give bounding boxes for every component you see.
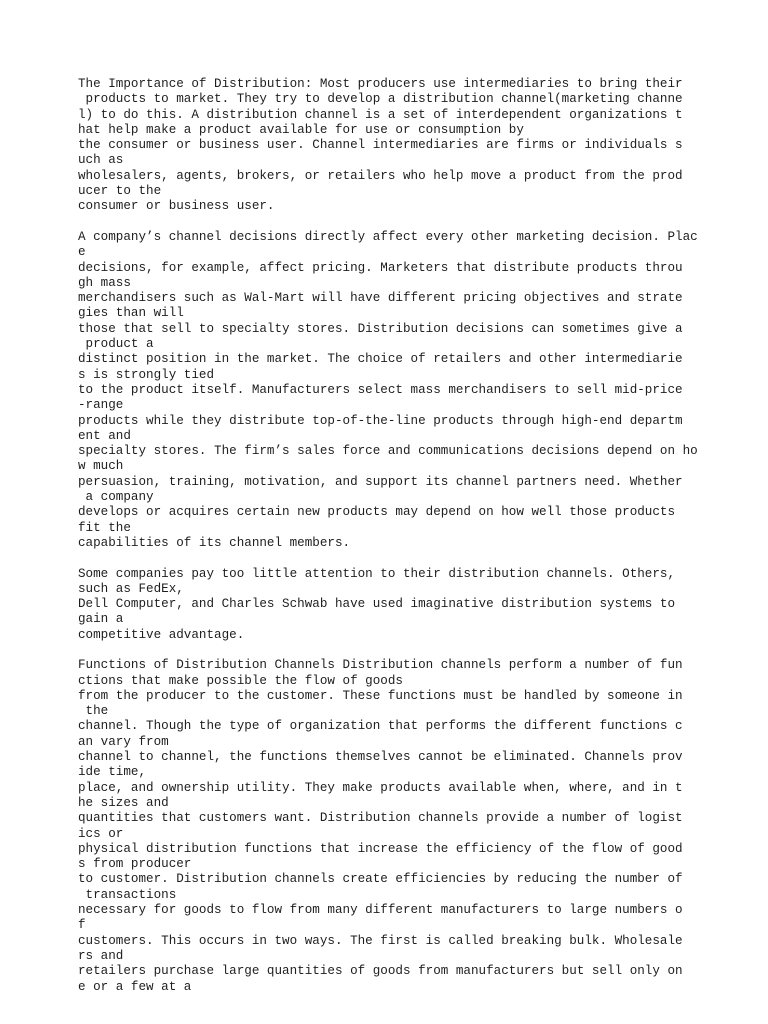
text-line: products to market. They try to develop a distribution channel(marketing channe bbox=[78, 92, 683, 107]
text-line: a company bbox=[78, 490, 154, 505]
text-line: gain a bbox=[78, 612, 124, 627]
text-line: the bbox=[78, 704, 109, 719]
text-line: quantities that customers want. Distribution channels provide a number of logist bbox=[78, 811, 683, 826]
text-line: persuasion, training, motivation, and support its channel partners need. Whether bbox=[78, 474, 683, 489]
text-line: rs and bbox=[78, 948, 124, 963]
text-line: consumer or business user. bbox=[78, 199, 275, 214]
text-line: f bbox=[78, 918, 86, 933]
text-line: develops or acquires certain new products may depend on how well those products bbox=[78, 505, 676, 520]
text-line: wholesalers, agents, brokers, or retailers who help move a product from the prod bbox=[78, 168, 683, 183]
text-line: specialty stores. The firm’s sales force and communications decisions depend on ho bbox=[78, 444, 698, 459]
text-line: ics or bbox=[78, 826, 124, 841]
text-line: channel. Though the type of organization that performs the different functions c bbox=[78, 719, 683, 734]
text-line: s is strongly tied bbox=[78, 367, 215, 382]
text-line: competitive advantage. bbox=[78, 627, 245, 642]
text-line: to customer. Distribution channels create efficiencies by reducing the number of bbox=[78, 872, 683, 887]
text-line: physical distribution functions that increase the efficiency of the flow of good bbox=[78, 841, 683, 856]
text-line: fit the bbox=[78, 520, 131, 535]
text-line: Some companies pay too little attention to their distribution channels. Others, bbox=[78, 566, 676, 581]
text-line: distinct position in the market. The choice of retailers and other intermediarie bbox=[78, 352, 683, 367]
text-line: gh mass bbox=[78, 275, 131, 290]
text-line: products while they distribute top-of-the-line products through high-end departm bbox=[78, 413, 683, 428]
text-line: to the product itself. Manufacturers select mass merchandisers to sell mid-price bbox=[78, 382, 683, 397]
text-line: decisions, for example, affect pricing. Marketers that distribute products throu bbox=[78, 260, 683, 275]
paragraph bbox=[78, 567, 718, 643]
text-line: from the producer to the customer. These functions must be handled by someone in bbox=[78, 688, 683, 703]
text-line: e bbox=[78, 245, 86, 260]
text-line: w much bbox=[78, 459, 124, 474]
text-line: ctions that make possible the flow of goods bbox=[78, 673, 403, 688]
text-line: an vary from bbox=[78, 734, 169, 749]
text-line: ent and bbox=[78, 428, 131, 443]
text-line: s from producer bbox=[78, 857, 192, 872]
text-line: he sizes and bbox=[78, 795, 169, 810]
text-line: customers. This occurs in two ways. The first is called breaking bulk. Wholesale bbox=[78, 933, 683, 948]
document-body bbox=[78, 77, 718, 1010]
text-line: such as FedEx, bbox=[78, 581, 184, 596]
text-line: necessary for goods to flow from many different manufacturers to large numbers o bbox=[78, 903, 683, 918]
text-line: ide time, bbox=[78, 765, 147, 780]
text-line: -range bbox=[78, 398, 124, 413]
text-line: uch as bbox=[78, 153, 124, 168]
paragraph bbox=[78, 77, 718, 215]
text-line: ucer to the bbox=[78, 184, 162, 199]
text-line: The Importance of Distribution: Most producers use intermediaries to bring their bbox=[78, 77, 683, 91]
text-line: the consumer or business user. Channel intermediaries are firms or individuals s bbox=[78, 138, 683, 153]
text-line: A company’s channel decisions directly affect every other marketing decision. Plac bbox=[78, 229, 698, 244]
text-line: capabilities of its channel members. bbox=[78, 535, 351, 550]
text-line: l) to do this. A distribution channel is a set of interdependent organizations t bbox=[78, 107, 683, 122]
text-line: hat help make a product available for use or consumption by bbox=[78, 122, 524, 137]
text-line: gies than will bbox=[78, 306, 184, 321]
text-line: channel to channel, the functions themselves cannot be eliminated. Channels prov bbox=[78, 750, 683, 765]
paragraph bbox=[78, 658, 718, 995]
text-line: place, and ownership utility. They make products available when, where, and in t bbox=[78, 780, 683, 795]
paragraph bbox=[78, 230, 718, 551]
text-line: transactions bbox=[78, 887, 177, 902]
text-line: Dell Computer, and Charles Schwab have used imaginative distribution systems to bbox=[78, 597, 676, 612]
text-line: merchandisers such as Wal-Mart will have different pricing objectives and strate bbox=[78, 291, 683, 306]
text-line: e or a few at a bbox=[78, 979, 192, 994]
text-line: Functions of Distribution Channels Distribution channels perform a number of fun bbox=[78, 658, 683, 673]
text-line: retailers purchase large quantities of goods from manufacturers but sell only on bbox=[78, 964, 683, 979]
text-line: those that sell to specialty stores. Distribution decisions can sometimes give a bbox=[78, 321, 683, 336]
text-line: product a bbox=[78, 337, 154, 352]
